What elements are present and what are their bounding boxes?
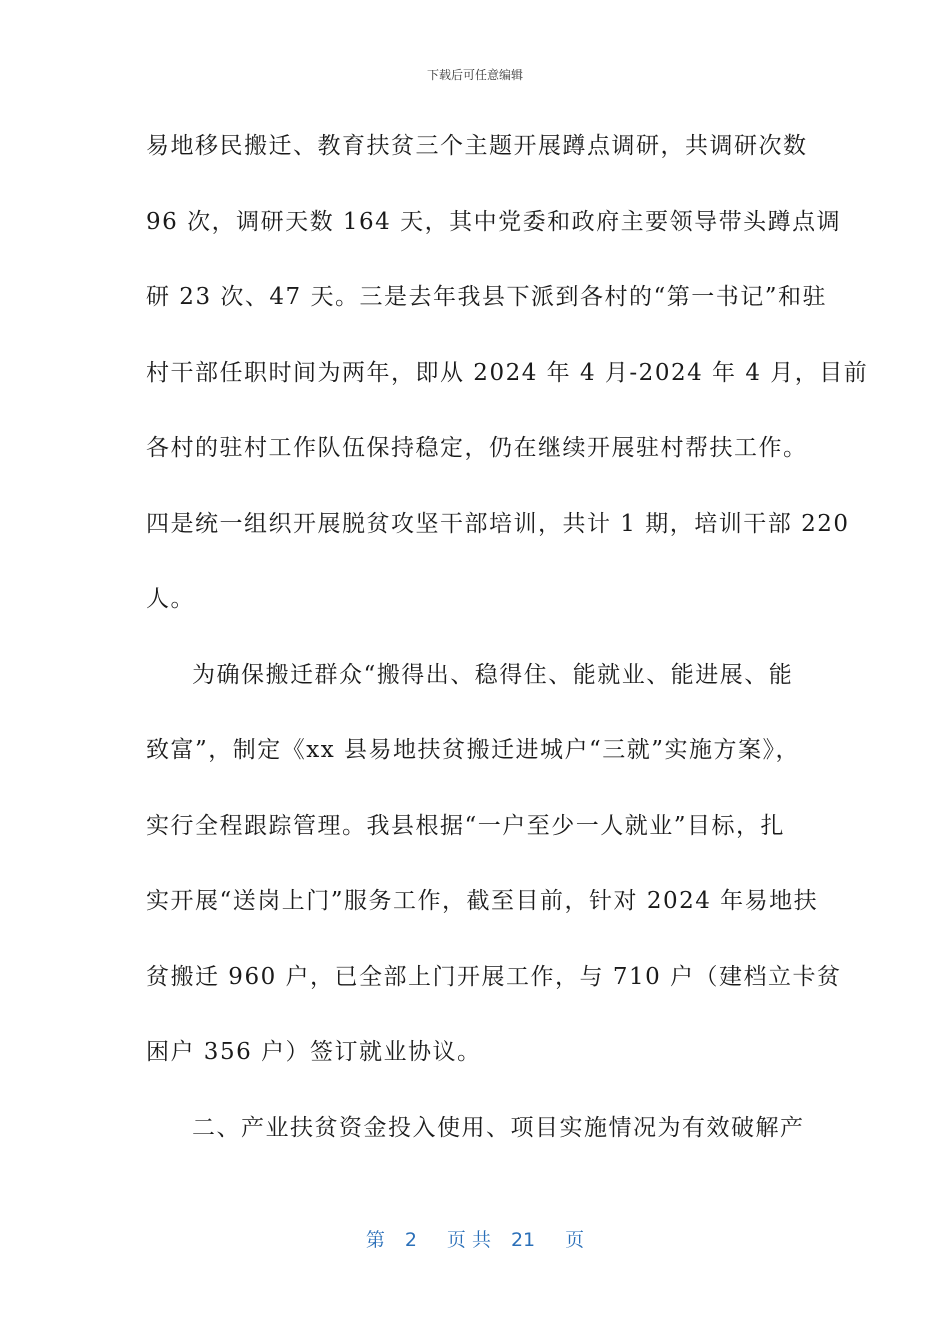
text-line: 贫搬迁 960 户，已全部上门开展工作，与 710 户（建档立卡贫	[146, 963, 842, 990]
text-line: 实开展“送岗上门”服务工作，截至目前，针对 2024 年易地扶	[146, 888, 819, 914]
page-middle: 页 共	[446, 1229, 491, 1251]
text-line: 96 次，调研天数 164 天，其中党委和政府主要领导带头蹲点调	[146, 208, 842, 235]
text-line: 四是统一组织开展脱贫攻坚干部培训，共计 1 期，培训干部 220	[146, 510, 850, 537]
text-line: 各村的驻村工作队伍保持稳定，仍在继续开展驻村帮扶工作。	[146, 435, 808, 461]
header-note: 下载后可任意编辑	[426, 68, 523, 82]
page-current: 2	[404, 1229, 417, 1251]
text-line: 人。	[146, 586, 195, 612]
text-line: 研 23 次、47 天。三是去年我县下派到各村的“第一书记”和驻	[146, 284, 827, 310]
page-total: 21	[510, 1229, 536, 1251]
document-body	[146, 126, 869, 1183]
page-prefix: 第	[365, 1229, 385, 1251]
text-line: 易地移民搬迁、教育扶贫三个主题开展蹲点调研，共调研次数	[146, 133, 808, 159]
page-footer	[0, 1225, 950, 1252]
text-line: 困户 356 户）签订就业协议。	[146, 1039, 482, 1065]
text-line: 村干部任职时间为两年，即从 2024 年 4 月-2024 年 4 月，目前	[146, 359, 869, 386]
text-line: 为确保搬迁群众“搬得出、稳得住、能就业、能进展、能	[192, 661, 794, 688]
text-line: 实行全程跟踪管理。我县根据“一户至少一人就业”目标，扎	[146, 812, 786, 839]
page-suffix: 页	[565, 1229, 585, 1251]
section-heading-line: 二、产业扶贫资金投入使用、项目实施情况为有效破解产	[192, 1114, 805, 1141]
text-line: 致富”，制定《xx 县易地扶贫搬迁进城户“三就”实施方案》，	[146, 737, 801, 763]
